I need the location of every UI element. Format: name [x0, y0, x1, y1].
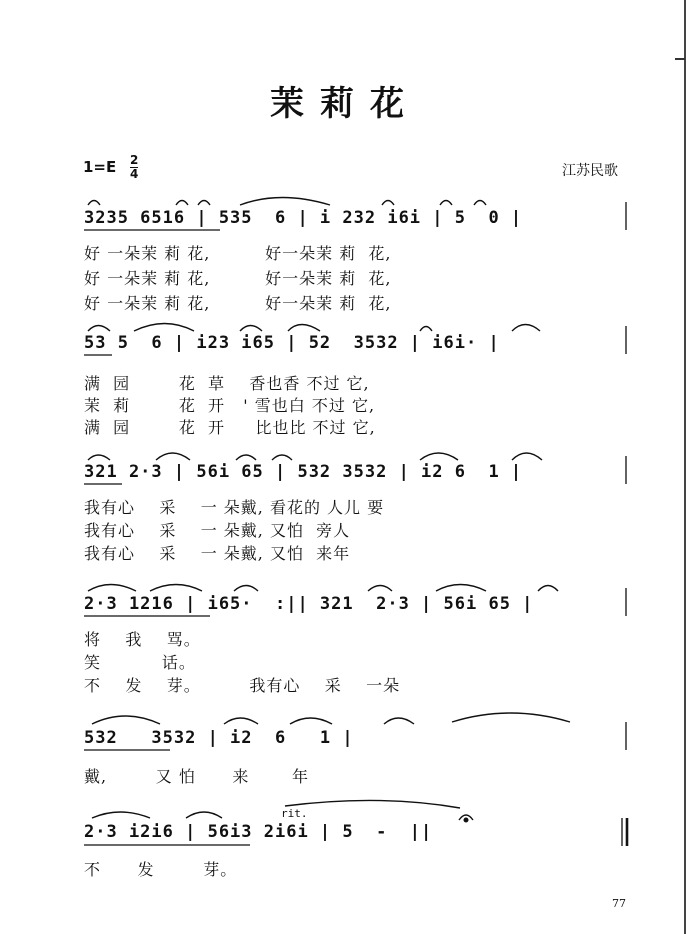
page-edge [684, 0, 686, 934]
lyric-line-4-2: 笑 话。 [84, 653, 196, 672]
lyric-line-3-1: 我有心 采 一 朵戴, 看花的 人儿 要 [84, 498, 385, 517]
lyric-line-1-3: 好 一朵茉 莉 花, 好一朵茉 莉 花, [84, 294, 392, 313]
song-title: 茉莉花 [270, 84, 420, 124]
fermata [459, 815, 473, 820]
slur [88, 585, 136, 592]
lyric-line-6-1: 不 发 芽。 [84, 860, 238, 879]
slur [234, 586, 258, 592]
lyric-line-5-1: 戴, 又 怕 来 年 [84, 767, 309, 786]
slur [150, 585, 202, 592]
slur [384, 718, 414, 724]
key-signature: 1=E [83, 158, 117, 176]
slur [368, 586, 392, 592]
notation-line-3: 321 2·3 | 56i 65 | 532 3532 | i2 6 1 | [84, 462, 523, 482]
slur [176, 201, 188, 206]
time-signature-lower: 4 [130, 167, 139, 181]
slur [420, 327, 432, 332]
lyric-line-3-3: 我有心 采 一 朵戴, 又怕 来年 [84, 544, 351, 563]
slur [440, 201, 452, 206]
fermata-dot [464, 818, 468, 822]
time-signature-upper: 2 [130, 153, 139, 167]
slur [88, 326, 110, 332]
lyric-line-1-2: 好 一朵茉 莉 花, 好一朵茉 莉 花, [84, 269, 392, 288]
lyric-line-4-3: 不 发 芽。 我有心 采 一朵 [84, 676, 401, 695]
notation-line-6: 2·3 i2i6 | 56i3 2i6i | 5 - || [84, 822, 433, 842]
slur [420, 453, 458, 460]
slur [236, 455, 256, 460]
lyric-line-2-3: 满 园 花 开 比也比 不过 它, [84, 418, 376, 437]
slur [512, 325, 540, 332]
slur [436, 585, 486, 592]
slur [92, 812, 150, 818]
slur [156, 453, 190, 460]
slur [285, 800, 460, 808]
notation-line-2: 53 5 6 | i23 i65 | 52 3532 | i6i· | [84, 333, 500, 353]
slur [272, 455, 292, 460]
slur [198, 201, 210, 206]
lyric-line-4-1: 将 我 骂。 [84, 630, 201, 649]
lyric-line-3-2: 我有心 采 一 朵戴, 又怕 旁人 [84, 521, 351, 540]
slur [538, 586, 558, 592]
lyric-line-2-2: 茉 莉 花 开 ' 雪也白 不过 它, [84, 396, 376, 415]
slur [88, 201, 100, 206]
notation-line-1: 3235 6516 | 535 6 | i 232 i6i | 5 0 | [84, 208, 523, 228]
time-signature [130, 154, 138, 181]
slur [474, 201, 486, 206]
slur [88, 455, 110, 460]
slur [186, 812, 222, 818]
slur [240, 198, 330, 206]
slur [288, 325, 320, 332]
notation-line-5: 532 3532 | i2 6 1 | [84, 728, 354, 748]
lyric-line-1-1: 好 一朵茉 莉 花, 好一朵茉 莉 花, [84, 244, 392, 263]
slur [382, 201, 394, 206]
slur [452, 713, 570, 722]
slur [512, 453, 542, 460]
slur [290, 718, 332, 724]
song-source: 江苏民歌 [562, 163, 618, 179]
slur [240, 326, 262, 332]
rit-marking: rit. [281, 807, 308, 820]
slur [224, 718, 258, 724]
slur [134, 324, 194, 332]
page-number: 77 [612, 897, 626, 910]
slur [92, 716, 160, 724]
notation-line-4: 2·3 1216 | i65· :|| 321 2·3 | 56i 65 | [84, 594, 534, 614]
page-edge-tick [675, 58, 685, 60]
lyric-line-2-1: 满 园 花 草 香也香 不过 它, [84, 374, 370, 393]
